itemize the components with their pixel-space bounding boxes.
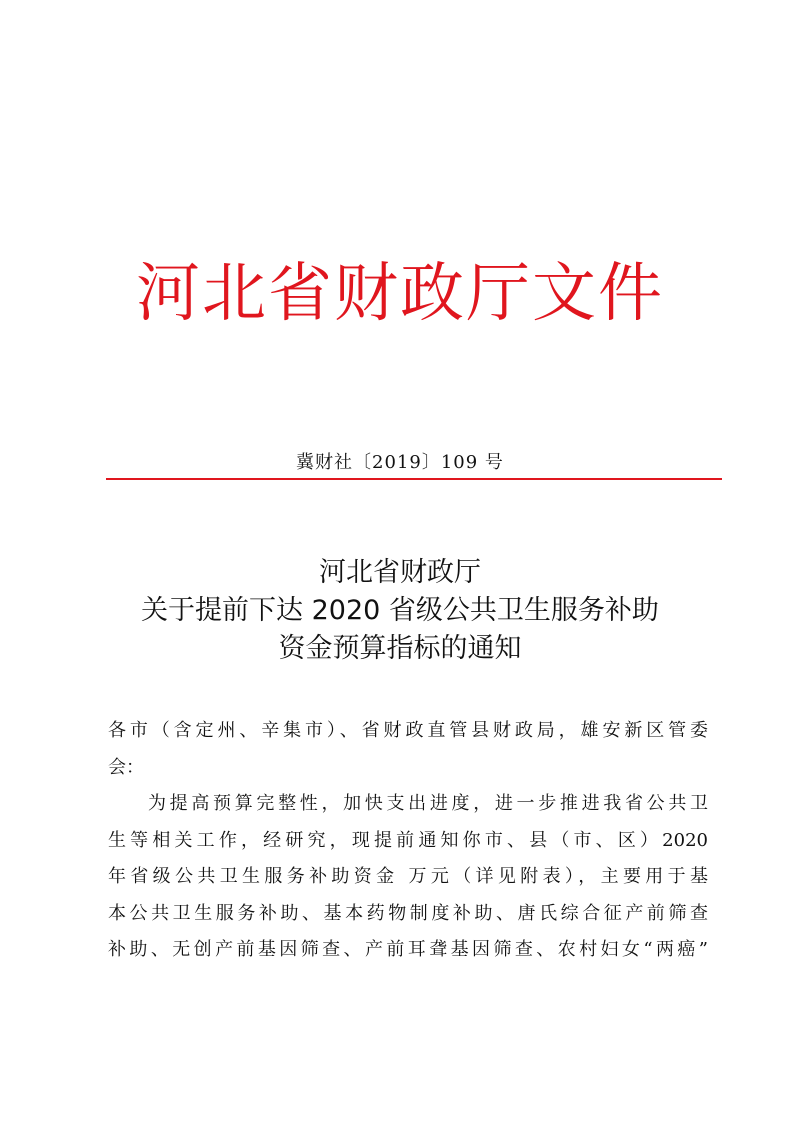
- red-divider-line: [106, 478, 722, 480]
- paragraph-line: 生等相关工作，经研究，现提前通知你市、县（市、区）2020: [108, 829, 708, 851]
- notice-title: [0, 554, 800, 668]
- addressee-line: 各市（含定州、辛集市）、省财政直管县财政局，雄安新区管委: [108, 720, 708, 741]
- document-body: [108, 713, 708, 969]
- paragraph-line: 年省级公共卫生服务补助资金 万元（详见附表），主要用于基: [108, 866, 708, 887]
- document-number: 冀财社〔2019〕109 号: [296, 452, 504, 473]
- addressee-line: 会：: [108, 756, 144, 778]
- notice-title-line: 关于提前下达 2020 省级公共卫生服务补助: [141, 595, 659, 626]
- paragraph-line: 补助、无创产前基因筛查、产前耳聋基因筛查、农村妇女“两癌”: [108, 939, 708, 960]
- document-header-title: 河北省财政厅文件: [136, 257, 664, 331]
- paragraph-line: 本公共卫生服务补助、基本药物制度补助、唐氏综合征产前筛查: [108, 902, 708, 924]
- notice-title-line: 河北省财政厅: [319, 557, 481, 588]
- paragraph-line: 为提高预算完整性，加快支出进度，进一步推进我省公共卫: [148, 793, 708, 814]
- notice-title-line: 资金预算指标的通知: [278, 633, 522, 664]
